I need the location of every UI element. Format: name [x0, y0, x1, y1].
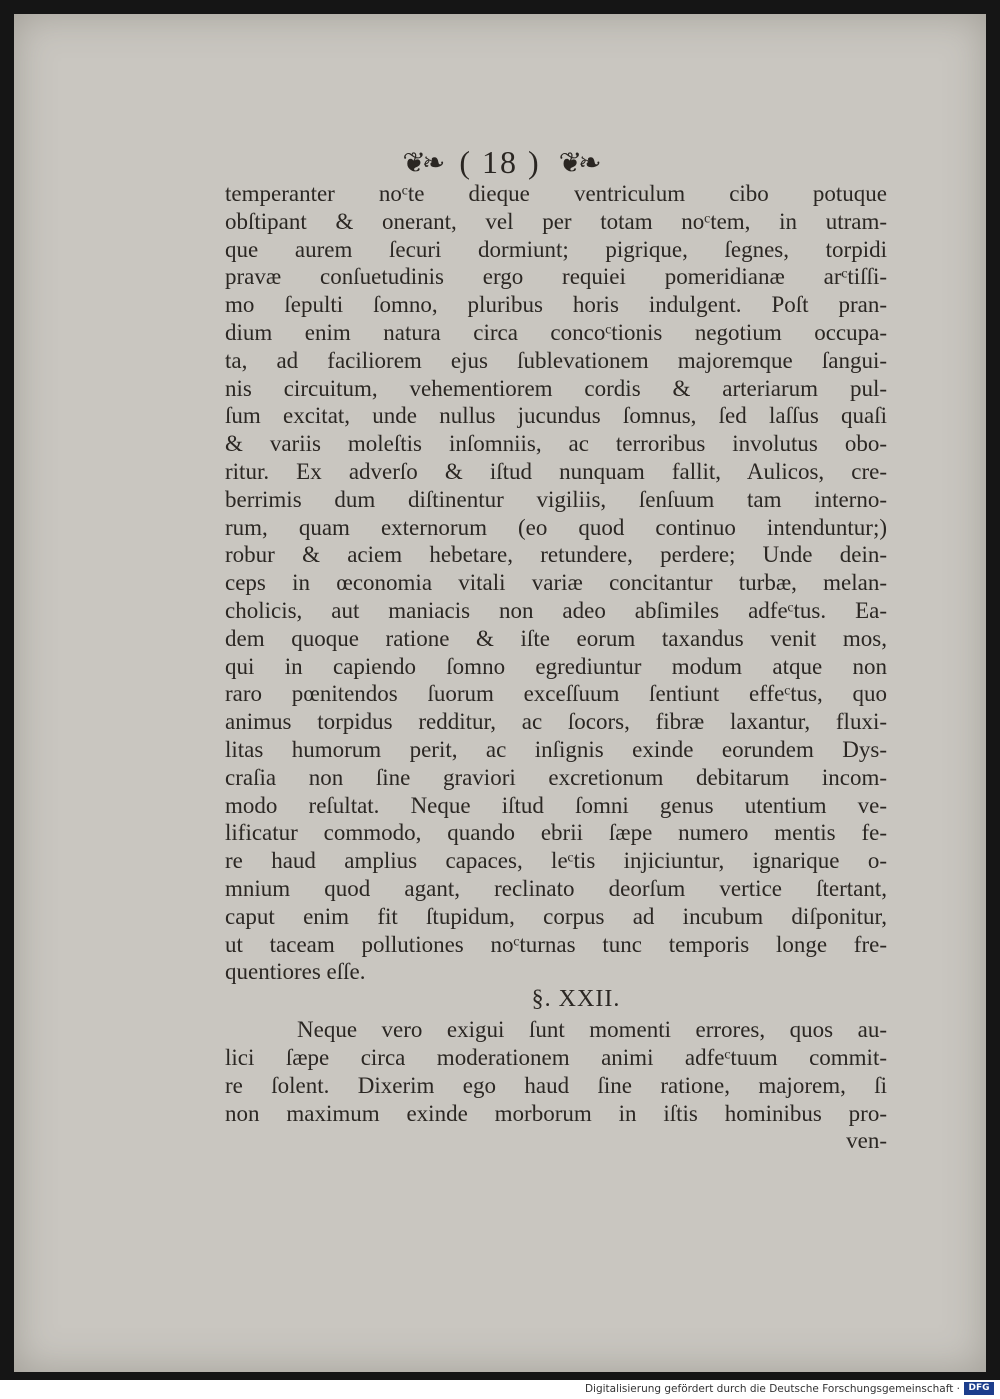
text-line: re haud amplius capaces, leᶜtis injiciuntur, ignarique o-	[225, 848, 887, 874]
text-line: dium enim natura circa concoᶜtionis negotium occupa-	[225, 319, 887, 345]
text-line: ritur. Ex adverſo & iſtud nunquam fallit, Aulicos, cre-	[225, 458, 887, 484]
book-page	[14, 14, 986, 1372]
text-line: re ſolent. Dixerim ego haud ſine ratione, majorem, ſi	[225, 1072, 887, 1098]
funding-notice: Digitalisierung gefördert durch die Deutsche Forschungsgemeinschaft ·	[584, 1383, 960, 1395]
text-line: obſtipant & onerant, vel per totam noᶜtem, in utram-	[225, 208, 887, 234]
text-line: pravæ conſuetudinis ergo requiei pomeridianæ arᶜtiſſi-	[225, 264, 887, 290]
text-line: modo reſultat. Neque iſtud ſomni genus utentium ve-	[225, 792, 887, 818]
text-line: berrimis dum diſtinentur vigiliis, ſenſuum tam interno-	[225, 486, 887, 512]
text-line: lificatur commodo, quando ebrii ſæpe numero mentis fe-	[225, 820, 887, 846]
text-line: animus torpidus redditur, ac ſocors, fibræ laxantur, fluxi-	[225, 709, 887, 735]
text-line: ceps in œconomia vitali variæ concitantur turbæ, melan-	[225, 570, 887, 596]
text-line: dem quoque ratione & iſte eorum taxandus venit mos,	[225, 625, 887, 651]
text-line: non maximum exinde morborum in iſtis hominibus pro-	[225, 1100, 887, 1126]
text-line: quentiores eſſe.	[225, 959, 366, 985]
paragraph-2	[225, 1016, 887, 1127]
text-line: nis circuitum, vehementiorem cordis & arteriarum pul-	[225, 375, 887, 401]
text-line: & variis moleſtis inſomniis, ac terroribus involutus obo-	[225, 431, 887, 457]
text-line: cholicis, aut maniacis non adeo abſimiles adfeᶜtus. Ea-	[225, 597, 887, 623]
text-line: robur & aciem hebetare, retundere, perdere; Unde dein-	[225, 542, 887, 568]
text-line: mnium quod agant, reclinato deorſum vertice ſtertant,	[225, 875, 887, 901]
text-block	[225, 180, 887, 1155]
text-line: Neque vero exigui ſunt momenti errores, quos au-	[297, 1017, 887, 1043]
text-line: litas humorum perit, ac inſignis exinde eorundem Dys-	[225, 736, 887, 762]
page-header	[14, 142, 986, 182]
text-line: temperanter noᶜte dieque ventriculum cibo potuque	[225, 181, 887, 206]
page-number: ( 18 )	[459, 143, 541, 180]
footer-bar	[0, 1380, 1000, 1399]
text-line: ut taceam pollutiones noᶜturnas tunc temporis longe fre-	[225, 931, 887, 957]
text-line: raro pœnitendos ſuorum exceſſuum ſentiunt effeᶜtus, quo	[225, 681, 887, 707]
paragraph-1	[225, 180, 887, 986]
text-line: qui in capiendo ſomno egrediuntur modum atque non	[225, 653, 887, 679]
text-line: caput enim fit ſtupidum, corpus ad incubum diſponitur,	[225, 903, 887, 929]
ornament-left-icon: ❦❧	[402, 145, 442, 179]
text-line: craſia non ſine graviori excretionum debitarum incom-	[225, 764, 887, 790]
ornament-right-icon: ❦❧	[558, 145, 598, 179]
catchword: ven-	[846, 1128, 887, 1154]
text-line: rum, quam externorum (eo quod continuo intenduntur;)	[225, 514, 887, 540]
text-line: ta, ad faciliorem ejus ſublevationem majoremque ſangui-	[225, 347, 887, 373]
text-line: que aurem ſecuri dormiunt; pigrique, ſegnes, torpidi	[225, 236, 887, 262]
section-heading: §. XXII.	[531, 986, 621, 1013]
dfg-logo: DFG	[964, 1382, 994, 1395]
text-line: lici ſæpe circa moderationem animi adfeᶜtuum commit-	[225, 1044, 887, 1070]
text-line: ſum excitat, unde nullus jucundus ſomnus, ſed laſſus quaſi	[225, 403, 887, 429]
text-line: mo ſepulti ſomno, pluribus horis indulgent. Poſt pran-	[225, 292, 887, 318]
